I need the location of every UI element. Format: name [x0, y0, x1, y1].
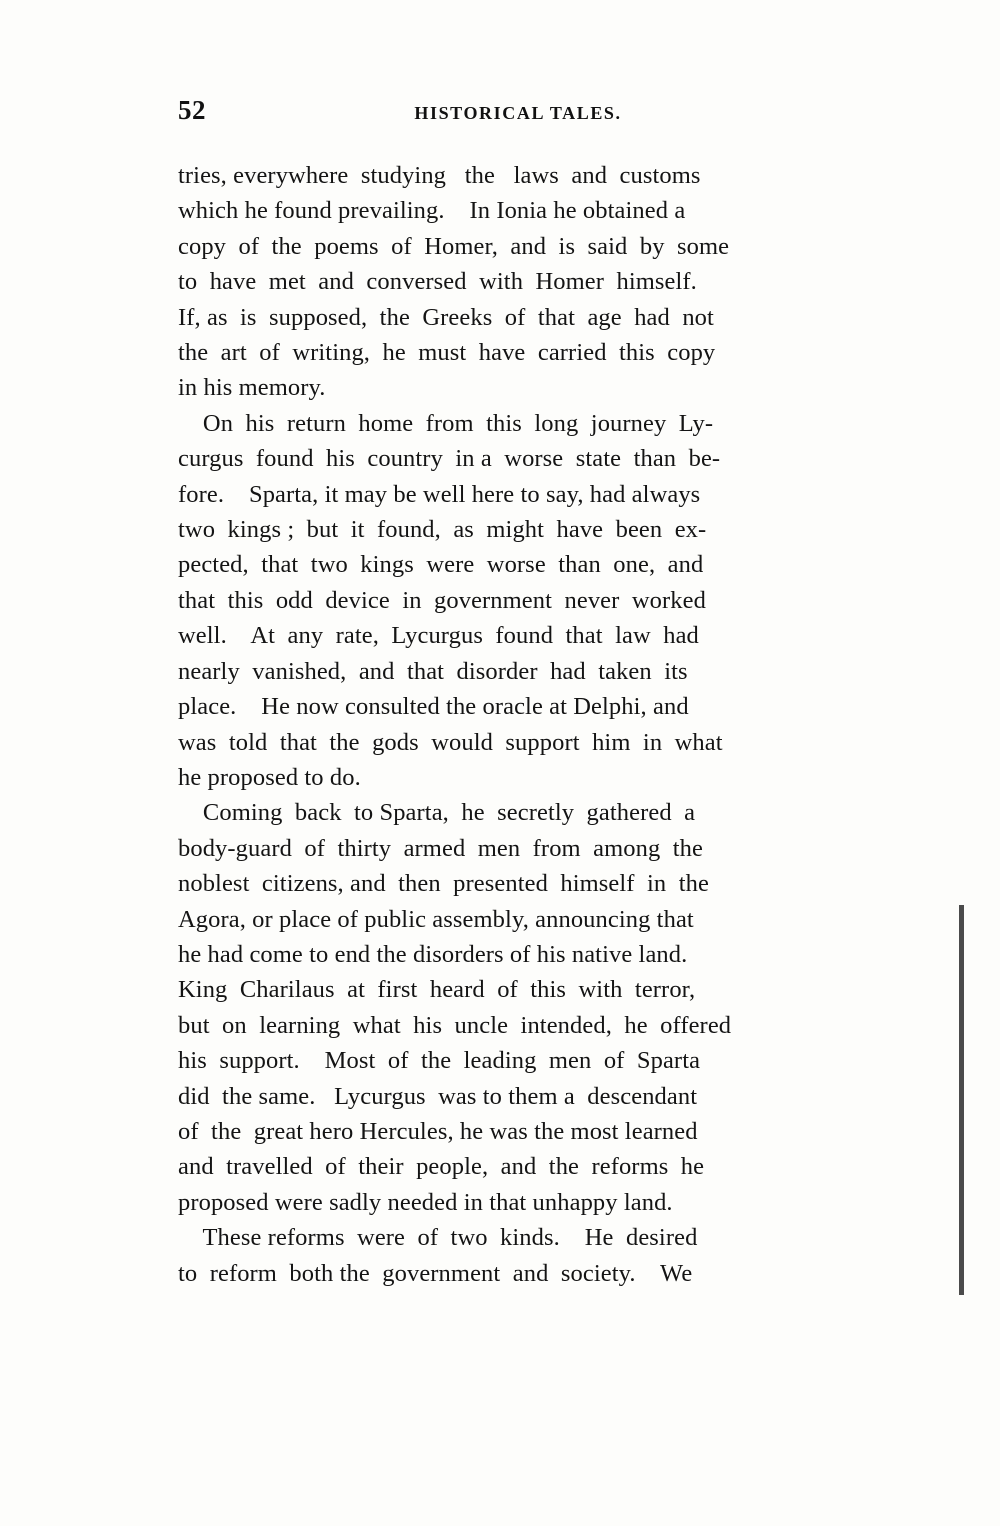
text-line: that this odd device in government never worked — [178, 586, 706, 614]
text-line: he had come to end the disorders of his native land. — [178, 940, 688, 968]
text-line: proposed were sadly needed in that unhappy land. — [178, 1188, 673, 1216]
text-line: curgus found his country in a worse state than be- — [178, 445, 721, 473]
running-title: HISTORICAL TALES. — [414, 103, 622, 123]
text-line: which he found prevailing. In Ionia he obtained a — [178, 197, 686, 225]
paragraph — [178, 1220, 854, 1291]
text-line: fore. Sparta, it may be well here to say, had always — [178, 480, 701, 508]
text-line: These reforms were of two kinds. He desired — [178, 1224, 698, 1252]
text-line: noblest citizens, and then presented himself in the — [178, 870, 709, 898]
text-line: Coming back to Sparta, he secretly gathered a — [178, 799, 696, 827]
text-line: but on learning what his uncle intended, he offered — [178, 1011, 732, 1039]
text-line: to reform both the government and society. We — [178, 1259, 693, 1287]
text-line: copy of the poems of Homer, and is said by some — [178, 232, 730, 260]
text-line: nearly vanished, and that disorder had taken its — [178, 657, 688, 685]
text-line: the art of writing, he must have carried this copy — [178, 339, 716, 367]
page-body — [178, 158, 854, 1291]
text-line: On his return home from this long journey Ly- — [178, 409, 714, 437]
page-edge-shadow — [959, 905, 964, 1295]
text-line: place. He now consulted the oracle at Delphi, and — [178, 693, 689, 721]
text-line: of the great hero Hercules, he was the most learned — [178, 1117, 698, 1145]
text-line: King Charilaus at first heard of this with terror, — [178, 976, 696, 1004]
paragraph — [178, 406, 854, 795]
page-number: 52 — [178, 95, 206, 125]
text-line: tries, everywhere studying the laws and customs — [178, 162, 701, 189]
text-line: his support. Most of the leading men of Sparta — [178, 1047, 701, 1075]
text-line: did the same. Lycurgus was to them a descendant — [178, 1082, 698, 1110]
text-line: If, as is supposed, the Greeks of that age had not — [178, 303, 714, 331]
text-line: was told that the gods would support him in what — [178, 728, 723, 756]
text-line: pected, that two kings were worse than one, and — [178, 551, 704, 579]
text-line: well. At any rate, Lycurgus found that law had — [178, 622, 699, 650]
paragraph — [178, 158, 854, 406]
text-line: he proposed to do. — [178, 763, 361, 791]
text-line: body-guard of thirty armed men from among the — [178, 834, 704, 862]
text-line: and travelled of their people, and the reforms he — [178, 1153, 705, 1181]
text-line: Agora, or place of public assembly, announcing that — [178, 905, 694, 933]
text-line: in his memory. — [178, 374, 326, 402]
text-line: two kings ; but it found, as might have been ex- — [178, 516, 707, 544]
page-header — [178, 95, 858, 135]
text-line: to have met and conversed with Homer himself. — [178, 268, 697, 296]
paragraph — [178, 795, 854, 1220]
